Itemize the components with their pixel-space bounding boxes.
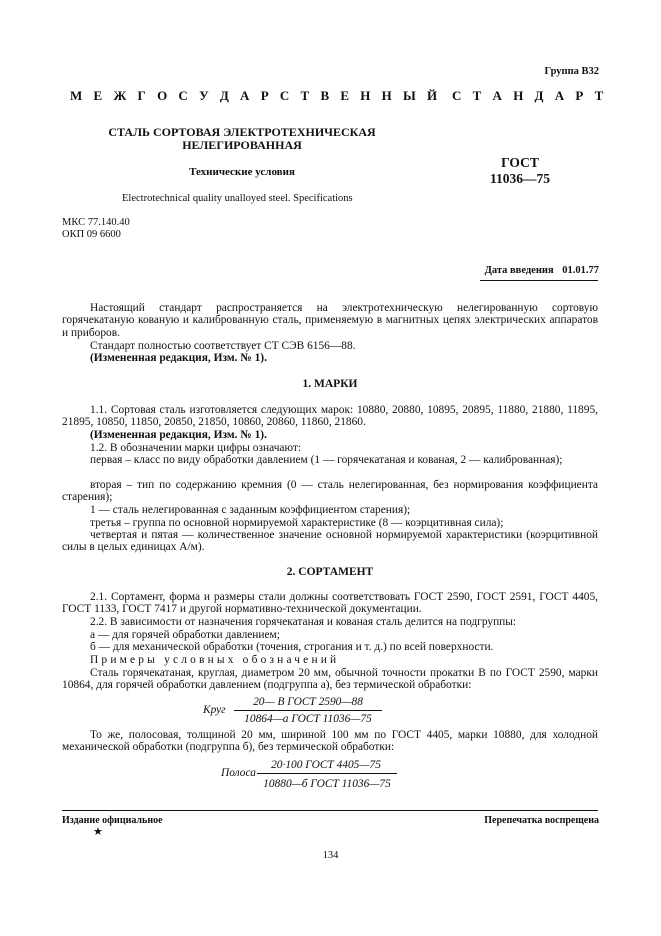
intro-amendment: (Измененная редакция, Изм. № 1). xyxy=(90,352,267,364)
intro-conformity: Стандарт полностью соответствует СТ СЭВ 6156—88. xyxy=(90,340,356,352)
section1-p1: 1.1. Сортовая сталь изготовляется следующих марок: 10880, 20880, 10895, 20895, 11880, 21880, 11895, 21895, 10850, 11850, 20850, 21850, 10860, 20860, 11860, 21860. xyxy=(62,404,598,429)
section1-third-digit: третья – группа по основной нормируемой характеристике (8 — коэрцитивная сила); xyxy=(90,517,504,529)
group-code: Группа В32 xyxy=(544,66,599,77)
footer-official-edition: Издание официальное xyxy=(62,815,163,826)
section2-p1: 2.1. Сортамент, форма и размеры стали должны соответствовать ГОСТ 2590, ГОСТ 2591, ГОСТ 4405, ГОСТ 1133, ГОСТ 7417 и другой нормативно-технической документации. xyxy=(62,591,598,616)
section1-heading: 1. МАРКИ xyxy=(302,378,358,390)
star-icon: ★ xyxy=(93,826,103,838)
formula-2-bar xyxy=(257,773,397,774)
page-number: 134 xyxy=(322,850,339,861)
formula-2-denominator: 10880—б ГОСТ 11036—75 xyxy=(263,778,391,790)
title-line-2: НЕЛЕГИРОВАННАЯ xyxy=(182,138,302,152)
intro-paragraph: Настоящий стандарт распространяется на электротехническую нелегированную сортовую горячекатаную кованую и калиброванную сталь, применяемую в магнитных цепях электрических аппаратов и приборов. xyxy=(62,302,598,339)
formula-1-bar xyxy=(234,710,382,711)
section1-fourth-fifth: четвертая и пятая — количественное значение основной нормируемой характеристики (коэрцитивной силы в целых единицах А/м). xyxy=(62,529,598,554)
banner-standard: С Т А Н Д А Р Т xyxy=(452,88,608,103)
formula-1-numerator: 20— В ГОСТ 2590—88 xyxy=(253,696,363,708)
intro-date-underline xyxy=(480,280,598,281)
section1-first-digit: первая – класс по виду обработки давлением (1 — горячекатаная и кованая, 2 — калиброванная); xyxy=(90,454,563,466)
mks-code: МКС 77.140.40 xyxy=(62,217,130,228)
formula-2-numerator: 20·100 ГОСТ 4405—75 xyxy=(271,759,381,771)
gost-label: ГОСТ xyxy=(501,155,539,170)
section2-subgroup-b: б — для механической обработки (точения, строгания и т. д.) по всей поверхности. xyxy=(90,641,494,653)
footer-reprint-prohibited: Перепечатка воспрещена xyxy=(484,815,599,826)
intro-date-label: Дата введения xyxy=(484,265,554,276)
okp-code: ОКП 09 6600 xyxy=(62,229,121,240)
subtitle: Технические условия xyxy=(189,166,295,178)
section1-second-digit: вторая – тип по содержанию кремния (0 — сталь нелегированная, без нормирования коэффициента старения); xyxy=(62,479,598,504)
formula-1-denominator: 10864—а ГОСТ 11036—75 xyxy=(244,713,372,725)
footer-rule xyxy=(62,810,598,811)
banner-interstate: М Е Ж Г О С У Д А Р С Т В Е Н Н Ы Й xyxy=(70,88,442,103)
section2-heading: 2. СОРТАМЕНТ xyxy=(286,566,374,578)
gost-number: 11036—75 xyxy=(489,171,550,186)
examples-heading: Примеры условных обозначений xyxy=(90,654,340,666)
formula-1-label: Круг xyxy=(203,704,226,716)
section2-subgroup-a: а — для горячей обработки давлением; xyxy=(90,629,280,641)
example-2-text: То же, полосовая, толщиной 20 мм, шириной 100 мм по ГОСТ 4405, марки 10880, для холодной механической обработки (подгруппа б), без термической обработки: xyxy=(62,729,598,754)
intro-date xyxy=(485,265,599,276)
section1-p2: 1.2. В обозначении марки цифры означают: xyxy=(90,442,301,454)
example-1-text: Сталь горячекатаная, круглая, диаметром 20 мм, обычной точности прокатки В по ГОСТ 2590, марки 10864, для горячей обработки давлением (подгруппа а), без термической обработки: xyxy=(62,667,598,692)
intro-date-value: 01.01.77 xyxy=(562,265,599,276)
section2-p2: 2.2. В зависимости от назначения горячекатаная и кованая сталь делится на подгруппы: xyxy=(90,616,517,628)
formula-2-label: Полоса xyxy=(221,767,256,779)
section1-aging: 1 — сталь нелегированная с заданным коэффициентом старения); xyxy=(90,504,411,516)
section1-amendment: (Измененная редакция, Изм. № 1). xyxy=(90,429,267,441)
title-line-1: СТАЛЬ СОРТОВАЯ ЭЛЕКТРОТЕХНИЧЕСКАЯ xyxy=(108,125,376,139)
english-title: Electrotechnical quality unalloyed steel. Specifications xyxy=(122,193,353,204)
